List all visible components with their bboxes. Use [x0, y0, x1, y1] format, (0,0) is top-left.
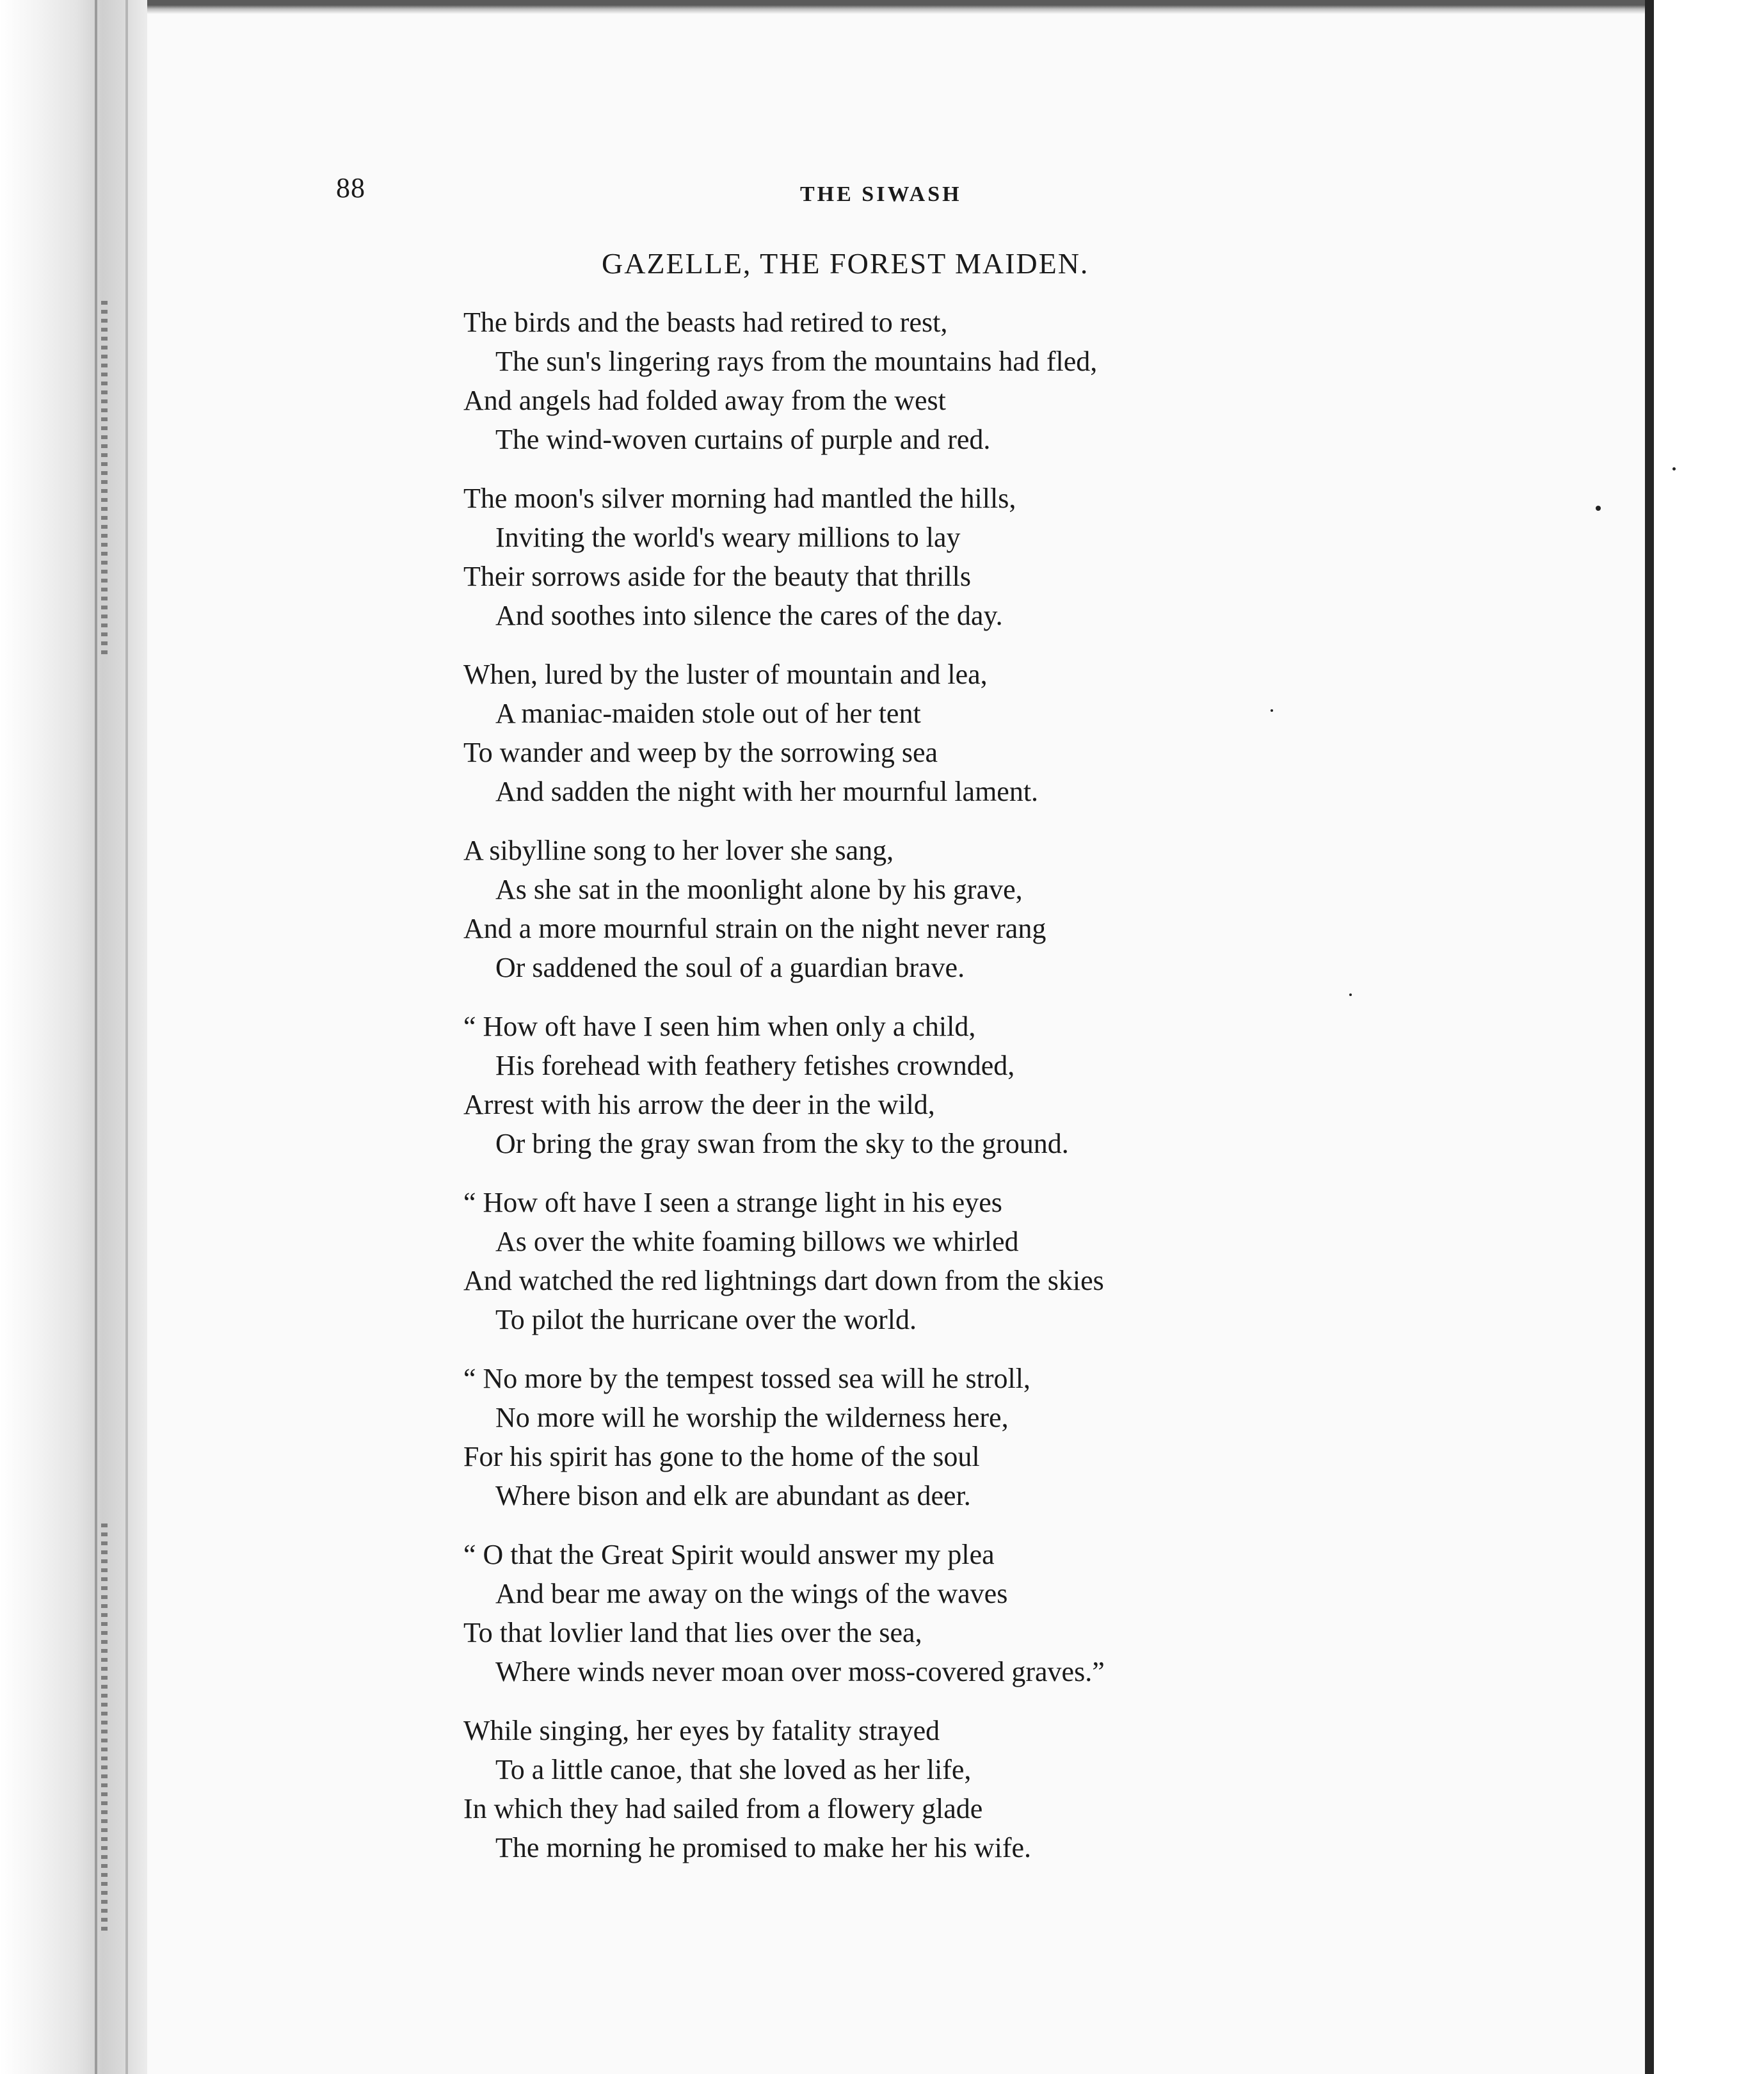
stanza: [463, 1183, 1295, 1339]
poem-line: And sadden the night with her mournful lament.: [495, 776, 1039, 807]
stanza: [463, 831, 1295, 987]
poem-line: “ O that the Great Spirit would answer my plea: [463, 1539, 995, 1570]
stanza: [463, 1007, 1295, 1163]
poem-line: And angels had folded away from the west: [463, 385, 946, 416]
poem-line: And watched the red lightnings dart down from the skies: [463, 1265, 1104, 1296]
poem-title: GAZELLE, THE FOREST MAIDEN.: [602, 247, 1089, 280]
spine-line: [95, 0, 97, 2074]
poem-line: The moon's silver morning had mantled the hills,: [463, 483, 1016, 514]
poem-line: Or saddened the soul of a guardian brave.: [495, 952, 965, 983]
poem-line: His forehead with feathery fetishes crownded,: [495, 1050, 1015, 1081]
poem-line: Inviting the world's weary millions to lay: [495, 522, 961, 553]
stanza: [463, 479, 1295, 635]
stanza: [463, 1711, 1295, 1867]
poem-line: To wander and weep by the sorrowing sea: [463, 737, 938, 768]
poem-line: For his spirit has gone to the home of the soul: [463, 1441, 980, 1472]
poem-line: Or bring the gray swan from the sky to the ground.: [495, 1128, 1069, 1159]
spine-streak: [101, 301, 108, 659]
poem-line: The birds and the beasts had retired to rest,: [463, 307, 948, 338]
poem-line: Arrest with his arrow the deer in the wild,: [463, 1089, 935, 1120]
poem-line: And a more mournful strain on the night never rang: [463, 913, 1046, 944]
ink-speck: [1349, 993, 1352, 996]
poem-line: The wind-woven curtains of purple and red.: [495, 424, 991, 455]
poem-line: “ How oft have I seen a strange light in his eyes: [463, 1187, 1002, 1218]
poem-line: No more will he worship the wilderness here,: [495, 1402, 1009, 1433]
scan-top-edge: [0, 0, 1764, 14]
next-page-margin: [1654, 0, 1764, 2074]
poem-line: “ How oft have I seen him when only a child,: [463, 1011, 976, 1042]
poem-line: As she sat in the moonlight alone by his grave,: [495, 874, 1023, 905]
right-page-edge: [1645, 0, 1654, 2074]
poem-line: To that lovlier land that lies over the sea,: [463, 1617, 922, 1648]
stanza: [463, 1535, 1295, 1691]
poem-body: [463, 303, 1295, 1887]
stanza: [463, 1359, 1295, 1515]
poem-line: Where winds never moan over moss-covered graves.”: [495, 1656, 1105, 1687]
poem-line: To pilot the hurricane over the world.: [495, 1304, 917, 1335]
spine-streak: [101, 1523, 108, 1933]
poem-line: While singing, her eyes by fatality strayed: [463, 1715, 940, 1746]
poem-line: Their sorrows aside for the beauty that thrills: [463, 561, 972, 592]
running-head: THE SIWASH: [800, 182, 962, 206]
ink-speck: [1596, 506, 1601, 511]
poem-line: And bear me away on the wings of the waves: [495, 1578, 1008, 1609]
poem-line: A sibylline song to her lover she sang,: [463, 835, 894, 866]
spine-line: [125, 0, 128, 2074]
poem-line: The sun's lingering rays from the mountains had fled,: [495, 346, 1098, 377]
poem-line: To a little canoe, that she loved as her life,: [495, 1754, 972, 1785]
ink-speck: [1672, 467, 1676, 470]
poem-line: As over the white foaming billows we whirled: [495, 1226, 1019, 1257]
poem-line: The morning he promised to make her his wife.: [495, 1832, 1032, 1863]
page-number: 88: [336, 172, 365, 204]
stanza: [463, 655, 1295, 811]
poem-line: “ No more by the tempest tossed sea will he stroll,: [463, 1363, 1030, 1394]
poem-line: When, lured by the luster of mountain and lea,: [463, 659, 988, 690]
poem-line: In which they had sailed from a flowery glade: [463, 1793, 983, 1824]
poem-line: A maniac-maiden stole out of her tent: [495, 698, 921, 729]
stanza: [463, 303, 1295, 459]
poem-line: Where bison and elk are abundant as deer.: [495, 1480, 971, 1511]
poem-line: And soothes into silence the cares of the day.: [495, 600, 1003, 631]
